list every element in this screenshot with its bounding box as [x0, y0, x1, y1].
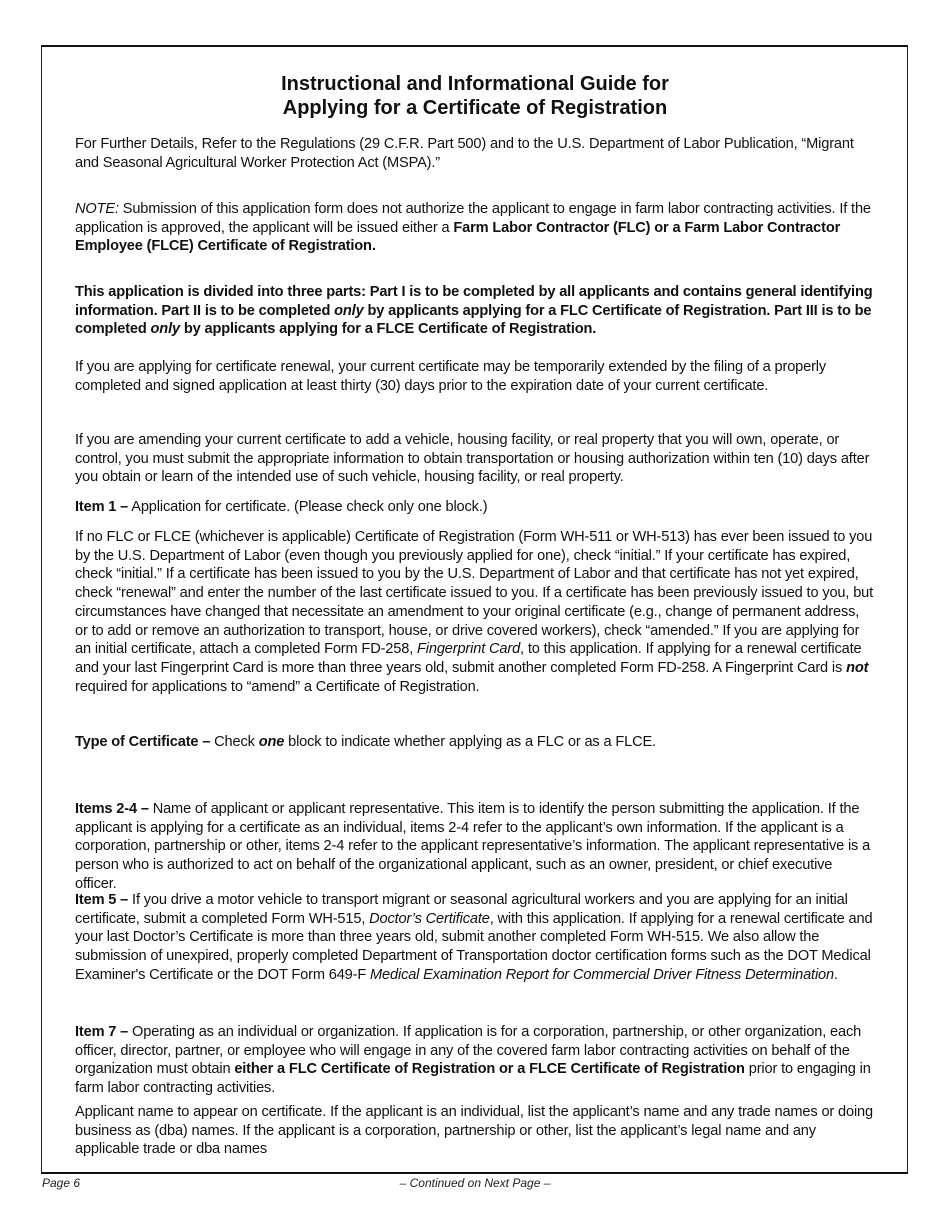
type-of-certificate-paragraph	[75, 733, 875, 752]
references-paragraph	[75, 135, 875, 172]
text-segment: block to indicate whether applying as a FLC or as a FLCE.	[284, 734, 656, 750]
text-segment: Item 1 –	[75, 499, 129, 515]
text-segment: For Further Details, Refer to the Regulations (29 C.F.R. Part 500) and to the U.S. Department of Labor Publication, “Migrant and Seasonal Agricultural Worker Protection Act (MSPA).”	[75, 136, 854, 171]
item-7-paragraph	[75, 1023, 875, 1098]
text-segment: If no FLC or FLCE (whichever is applicable) Certificate of Registration (Form WH-511 or WH-513) has ever been issued to you by the U.S. Department of Labor (even though you previously applied for one), check “initial.” If your certificate has expired, check “initial.” If a certificate has been issued to you by the U.S. Department of Labor and that certificate has not yet expired, check “renewal” and enter the number of the last certificate issued to you. If a certificate has been previously issued to you, but circumstances have changed that necessitate an amendment to your original certificate (e.g., change of permanent address, or to add or remove an authorization to transport, house, or drive covered workers), check “amended.” If you are applying for an initial certificate, attach a completed Form FD-258,	[75, 529, 874, 658]
text-segment: only	[334, 302, 364, 319]
text-segment: If you drive a motor vehicle to transport migrant or seasonal agricultural workers and you are applying for an initial certificate, submit a completed Form WH-515,	[75, 892, 848, 927]
title-line-1: Instructional and Informational Guide for	[281, 73, 669, 95]
item-1-paragraph	[75, 528, 875, 696]
text-segment: Submission of this application form does not authorize the applicant to engage in farm labor contracting activities. If the application is approved, the applicant will be issued either a	[75, 201, 871, 236]
text-segment: Item 5 –	[75, 892, 129, 908]
text-segment: If you are amending your current certificate to add a vehicle, housing facility, or real property that you will own, operate, or control, you must submit the appropriate information to obtain transportation or housing authorization within ten (10) days after you obtain or learn of the intended use of such vehicle, housing facility, or real property.	[75, 432, 870, 486]
renewal-paragraph	[75, 358, 875, 395]
text-segment: by applicants applying for a FLC Certificate of Registration. Part III is to be completed	[75, 302, 872, 338]
items-2-4-paragraph	[75, 800, 875, 894]
text-segment: Farm Labor Contractor (FLC) or a Farm Labor Contractor Employee (FLCE) Certificate of Registration.	[75, 219, 841, 255]
item-1-heading	[75, 498, 875, 517]
text-segment: only	[150, 321, 180, 338]
text-segment: one	[258, 734, 285, 750]
text-segment: by applicants applying for a FLCE Certificate of Registration.	[179, 321, 597, 338]
text-segment: If you are applying for certificate renewal, your current certificate may be temporarily extended by the filing of a properly completed and signed application at least thirty (30) days prior to the expiration date of your current certificate.	[75, 359, 827, 394]
text-segment: .	[834, 966, 838, 983]
applicant-name-paragraph	[75, 1103, 875, 1159]
note-paragraph	[75, 200, 875, 256]
text-segment: Items 2-4 –	[75, 801, 149, 817]
parts-paragraph	[75, 283, 875, 339]
text-segment: NOTE:	[75, 201, 119, 217]
text-segment: Check	[210, 734, 259, 750]
page-title	[0, 72, 950, 120]
text-segment: required for applications to “amend” a Certificate of Registration.	[75, 678, 480, 695]
item-5-paragraph	[75, 891, 875, 985]
text-segment: Type of Certificate –	[75, 734, 211, 750]
title-line-2: Applying for a Certificate of Registration	[282, 97, 668, 119]
text-segment: Application for certificate. (Please check only one block.)	[128, 499, 488, 515]
page-number: Page 6	[42, 1176, 81, 1190]
text-segment: Fingerprint Card	[417, 641, 521, 658]
text-segment: This application is divided into three parts: Part I is to be completed by all applicants and contains general identifying information. Part II is to be completed	[75, 284, 873, 319]
amending-paragraph	[75, 431, 875, 487]
text-segment: either a FLC Certificate of Registration or a FLCE Certificate of Registration	[234, 1061, 745, 1078]
text-segment: , with this application. If applying for a renewal certificate and your last Doctor’s Certificate is more than three years old, submit another completed Form WH-515. We also allow the submission of unexpired, properly completed Department of Transportation doctor certification forms such as the DOT Medical Examiner's Certificate or the DOT Form 649-F	[75, 910, 873, 983]
text-segment: Name of applicant or applicant representative. This item is to identify the person submitting the application. If the applicant is applying for a certificate as an individual, items 2-4 refer to the applicant’s own information. If the applicant is a corporation, partnership or other, items 2-4 refer to the applicant representative’s information. The applicant representative is a person who is authorized to act on behalf of the organizational applicant, such as an owner, president, or chief executive officer.	[75, 801, 871, 892]
text-segment: not	[846, 659, 869, 676]
text-segment: Item 7 –	[75, 1024, 129, 1040]
text-segment: Operating as an individual or organization. If application is for a corporation, partnership, or other organization, each officer, director, partner, or employee who will engage in any of the covered farm labor contracting activities on behalf of the organization must obtain	[75, 1024, 862, 1078]
text-segment: Doctor’s Certificate	[369, 910, 490, 927]
text-segment: prior to engaging in farm labor contracting activities.	[75, 1061, 871, 1097]
text-segment: Medical Examination Report for Commercial Driver Fitness Determination	[370, 966, 834, 983]
text-segment: Applicant name to appear on certificate. If the applicant is an individual, list the applicant’s name and any trade names or doing business as (dba) names. If the applicant is a corporation, partnership or other, list the applicant’s legal name and any applicable trade or dba names	[75, 1104, 873, 1158]
continued-note: – Continued on Next Page –	[399, 1176, 551, 1190]
text-segment: , to this application. If applying for a renewal certificate and your last Fingerprint Card is more than three years old, submit another completed Form FD-258. A Fingerprint Card is	[75, 641, 862, 676]
